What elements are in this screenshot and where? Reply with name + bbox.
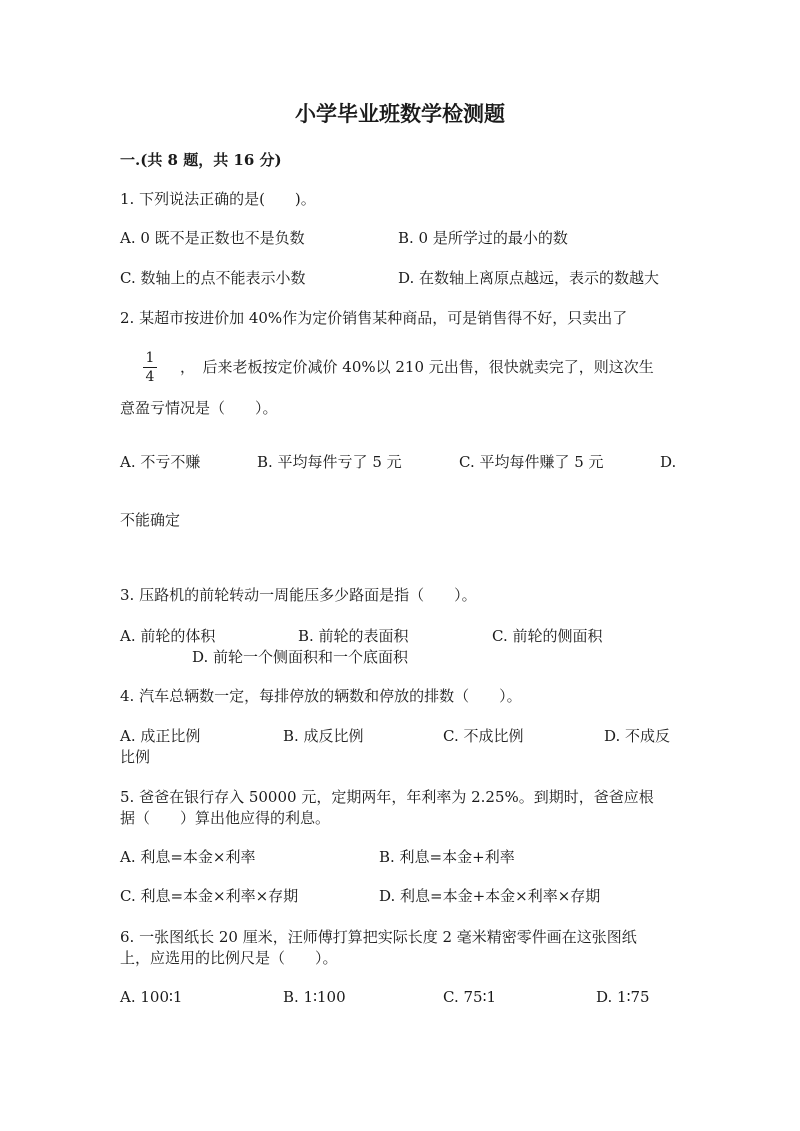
question-4-option-d: D. 不成反 <box>604 727 671 745</box>
question-4-option-d-continued: 比例 <box>120 748 151 766</box>
fraction-bar <box>143 367 157 368</box>
question-5-stem-line-1: 5. 爸爸在银行存入 50000 元，定期两年，年利率为 2.25%。到期时，爸爸应根 <box>120 788 654 806</box>
question-4-option-a: A. 成正比例 <box>120 727 201 745</box>
question-2-option-c: C. 平均每件赚了 5 元 <box>459 453 604 471</box>
fraction-denominator: 4 <box>145 369 155 385</box>
question-5-option-b: B. 利息=本金+利率 <box>379 848 515 866</box>
page-title: 小学毕业班数学检测题 <box>295 101 505 126</box>
question-1-option-a: A. 0 既不是正数也不是负数 <box>120 229 305 247</box>
question-1-option-d: D. 在数轴上离原点越远，表示的数越大 <box>398 269 660 287</box>
question-2-stem-line-3: 意盈亏情况是（ ）。 <box>120 399 278 417</box>
question-5-option-a: A. 利息=本金×利率 <box>120 848 256 866</box>
question-2-stem-line-2: ， 后来老板按定价减价 40%以 210 元出售，很快就卖完了，则这次生 <box>180 358 654 376</box>
question-6-option-b: B. 1∶100 <box>283 988 346 1006</box>
question-2-option-d-label: D. <box>660 453 677 471</box>
question-3-option-c: C. 前轮的侧面积 <box>492 627 603 645</box>
question-6-option-a: A. 100∶1 <box>120 988 183 1006</box>
question-3-stem: 3. 压路机的前轮转动一周能压多少路面是指（ ）。 <box>120 586 477 604</box>
question-5-stem-line-2: 据（ ）算出他应得的利息。 <box>120 809 331 827</box>
question-3-option-b: B. 前轮的表面积 <box>298 627 409 645</box>
question-2-option-b: B. 平均每件亏了 5 元 <box>257 453 402 471</box>
question-3-option-d: D. 前轮一个侧面积和一个底面积 <box>192 648 409 666</box>
question-5-option-c: C. 利息=本金×利率×存期 <box>120 887 299 905</box>
question-3-option-a: A. 前轮的体积 <box>120 627 216 645</box>
question-6-option-d: D. 1∶75 <box>596 988 650 1006</box>
question-6-option-c: C. 75∶1 <box>443 988 497 1006</box>
question-1-option-c: C. 数轴上的点不能表示小数 <box>120 269 306 287</box>
question-4-stem: 4. 汽车总辆数一定，每排停放的辆数和停放的排数（ ）。 <box>120 687 522 705</box>
fraction-numerator: 1 <box>145 350 155 366</box>
fraction-one-quarter <box>143 350 157 385</box>
question-2-option-a: A. 不亏不赚 <box>120 453 201 471</box>
section-heading: 一.(共 8 题，共 16 分) <box>120 151 282 169</box>
question-1-stem: 1. 下列说法正确的是( )。 <box>120 190 316 208</box>
question-1-option-b: B. 0 是所学过的最小的数 <box>398 229 568 247</box>
question-6-stem-line-1: 6. 一张图纸长 20 厘米，汪师傅打算把实际长度 2 毫米精密零件画在这张图纸 <box>120 928 637 946</box>
question-2-option-d-text: 不能确定 <box>120 511 181 529</box>
question-4-option-c: C. 不成比例 <box>443 727 524 745</box>
question-5-option-d: D. 利息=本金+本金×利率×存期 <box>379 887 601 905</box>
question-4-option-b: B. 成反比例 <box>283 727 364 745</box>
question-2-stem-line-1: 2. 某超市按进价加 40%作为定价销售某种商品，可是销售得不好，只卖出了 <box>120 309 628 327</box>
question-6-stem-line-2: 上，应选用的比例尺是（ ）。 <box>120 949 338 967</box>
